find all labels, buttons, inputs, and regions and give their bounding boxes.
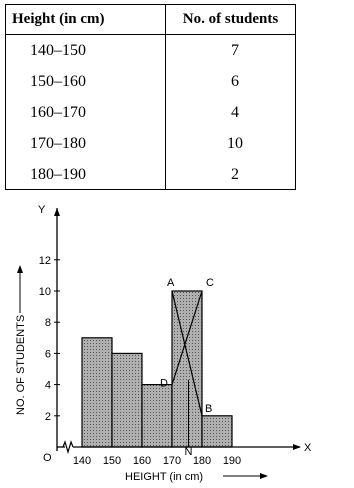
cell-count: 10 bbox=[227, 134, 243, 152]
histogram-bar bbox=[82, 338, 112, 447]
y-axis-label: NO. OF STUDENTS bbox=[15, 314, 27, 415]
table-row bbox=[6, 159, 295, 190]
x-axis-name: X bbox=[304, 442, 312, 454]
point-label-n: N bbox=[184, 446, 193, 458]
x-axis-label: HEIGHT (in cm) bbox=[125, 471, 204, 483]
x-axis-arrow bbox=[293, 444, 301, 450]
cell-count: 7 bbox=[231, 41, 239, 59]
cell-range: 150–160 bbox=[6, 66, 166, 97]
point-label-a: A bbox=[167, 277, 175, 289]
point-label-b: B bbox=[205, 402, 213, 415]
histogram-bar bbox=[202, 416, 232, 447]
y-tick-label: 2 bbox=[44, 410, 51, 423]
y-tick-label: 10 bbox=[38, 286, 51, 298]
table-row bbox=[6, 128, 295, 159]
origin-label: O bbox=[43, 452, 52, 464]
x-tick-label: 160 bbox=[132, 455, 152, 467]
cell-range: 140–150 bbox=[6, 35, 166, 67]
y-label-arrow-head bbox=[17, 265, 23, 273]
y-tick-label: 4 bbox=[44, 379, 51, 392]
x-label-arrow-head bbox=[260, 473, 268, 479]
bars-group bbox=[82, 291, 232, 447]
cell-range: 170–180 bbox=[6, 128, 166, 159]
cell-range: 180–190 bbox=[6, 159, 166, 190]
table-row bbox=[6, 35, 295, 67]
x-tick-label: 140 bbox=[72, 455, 92, 467]
table-row bbox=[6, 66, 295, 97]
cell-count: 2 bbox=[231, 165, 239, 183]
header-students: No. of students bbox=[166, 4, 296, 35]
header-height: Height (in cm) bbox=[6, 4, 166, 35]
histogram-bar bbox=[112, 353, 142, 447]
y-tick-label: 12 bbox=[38, 254, 51, 267]
table-row bbox=[6, 97, 295, 128]
cell-count: 6 bbox=[231, 72, 239, 90]
histogram-bar bbox=[142, 385, 172, 447]
x-tick-label: 190 bbox=[222, 455, 242, 467]
frequency-table bbox=[6, 4, 295, 190]
x-tick-label: 180 bbox=[192, 455, 212, 467]
x-tick-label: 170 bbox=[162, 455, 182, 467]
y-tick-label: 8 bbox=[44, 317, 51, 330]
cell-range: 160–170 bbox=[6, 97, 166, 128]
y-tick-label: 6 bbox=[44, 348, 51, 361]
point-label-d: D bbox=[160, 377, 168, 390]
point-label-c: C bbox=[206, 277, 214, 289]
histogram-chart bbox=[0, 196, 354, 486]
cell-count: 4 bbox=[231, 103, 239, 121]
x-tick-label: 150 bbox=[102, 455, 122, 467]
table-header-row bbox=[6, 4, 295, 35]
y-axis-name: Y bbox=[38, 204, 46, 216]
y-axis-arrow bbox=[54, 208, 60, 216]
